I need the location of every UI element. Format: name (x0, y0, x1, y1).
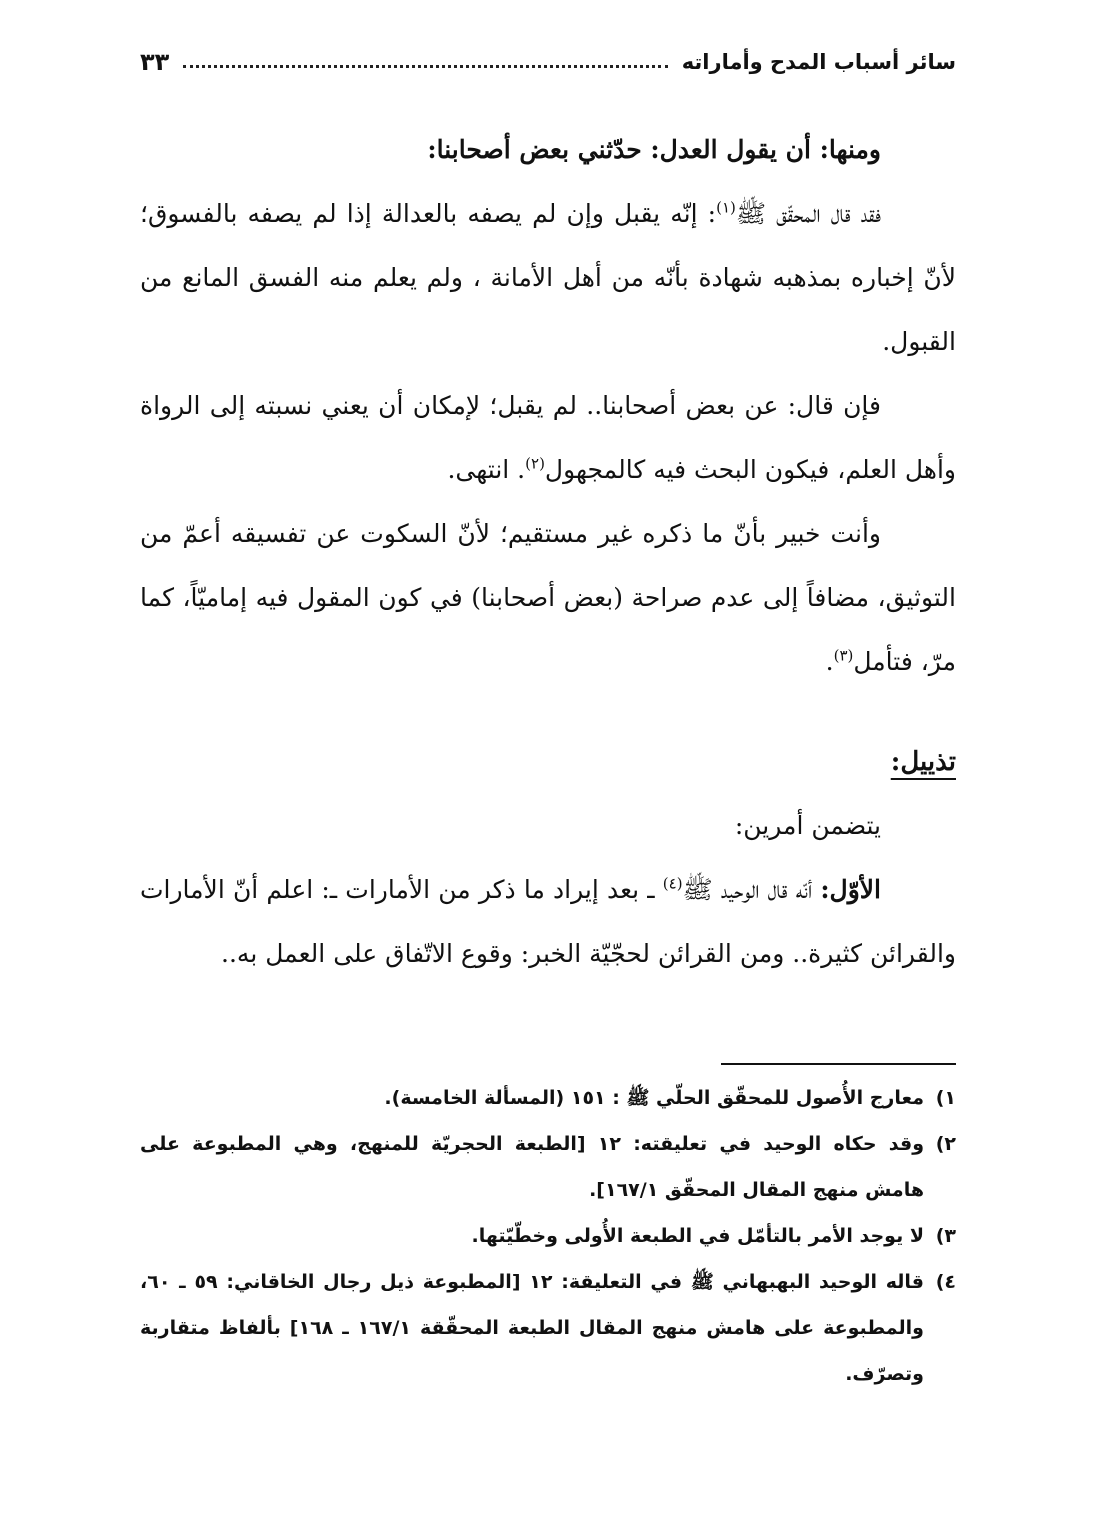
paragraph-3-part-b: . انتهى. (447, 455, 526, 484)
paragraph-4-part-a: وأنت خبير بأنّ ما ذكره غير مستقيم؛ لأنّ السكوت عن تفسيقه أعمّ من التوثيق، مضافاً إلى عدم صراحة (بعض أصحابنا) في كون المقول فيه إماميّاً، كما مرّ، فتأمل (140, 519, 956, 676)
footnote-text: وقد حكاه الوحيد في تعليقته: ١٢ [الطبعة الحجريّة للمنهج، وهي المطبوعة على هامش منهج المقال المحقّق ١٦٧/١]. (140, 1133, 925, 1201)
footnote-number: ٣) (935, 1225, 956, 1247)
footnote-ref-3: (٣) (833, 646, 854, 665)
dotted-leader (183, 57, 667, 68)
footnote-text: معارج الأُصول للمحقّق الحلّي ﷺ : ١٥١ (المسألة الخامسة). (384, 1087, 924, 1109)
footnotes (140, 1063, 956, 1397)
footnote-item (140, 1259, 956, 1397)
paragraph-3-part-a: فإن قال: عن بعض أصحابنا.. لم يقبل؛ لإمكان أن يعني نسبته إلى الرواة وأهل العلم، فيكون البحث فيه كالمجهول (140, 391, 956, 484)
paragraph-4-part-b: . (825, 647, 834, 676)
footnote-item (140, 1213, 956, 1259)
footnote-text: لا يوجد الأمر بالتأمّل في الطبعة الأُولى وخطّيّتها. (471, 1225, 924, 1247)
paragraph-6 (140, 858, 956, 986)
section-heading-text: تذييل: (890, 747, 956, 777)
paragraph-6-part-b: ـ بعد إيراد ما ذكر من الأمارات ـ: اعلم أنّ الأمارات والقرائن كثيرة.. ومن القرائن لحجّيّة الخبر: وقوع الاتّفاق على العمل به.. (140, 875, 956, 968)
main-text (140, 118, 956, 986)
paragraph-2 (140, 182, 956, 374)
paragraph-2-part-b: : إنّه يقبل وإن لم يصفه بالعدالة إذا لم يصفه بالفسوق؛ لأنّ إخباره بمذهبه شهادة بأنّه من أهل الأمانة ، ولم يعلم منه الفسق المانع من القبول. (140, 199, 956, 356)
footnote-ref-4: (٤) (662, 874, 683, 893)
footnote-ref-1: (١) (716, 198, 736, 217)
paragraph-5: يتضمن أمرين: (734, 811, 881, 840)
footnote-text: قاله الوحيد البهبهاني ﷺ في التعليقة: ١٢ [المطبوعة ذيل رجال الخاقاني: ٥٩ ـ ٦٠، والمطبوعة على هامش منهج المقال الطبعة المحقّقة ١٦٧/١ ـ ١٦٨] بألفاظ متقاربة وتصرّف. (140, 1271, 924, 1385)
footnote-number: ٤) (935, 1271, 956, 1293)
page-number: ٣٣ (140, 48, 170, 76)
paragraph-3 (140, 374, 956, 502)
paragraph-6-lead: الأوّل: (820, 875, 881, 904)
paragraph-6-part-a: أنّه قال الوحيد ﷺ (682, 875, 821, 904)
footnote-item (140, 1121, 956, 1213)
paragraph-2-part-a: فقد قال المحقّق ﷺ (735, 199, 882, 228)
running-title: سائر أسباب المدح وأماراته (681, 50, 956, 74)
footnote-divider (721, 1063, 956, 1065)
footnote-number: ١) (935, 1087, 956, 1109)
paragraph-4 (140, 502, 956, 694)
footnote-number: ٢) (935, 1133, 956, 1155)
section-heading (140, 730, 956, 794)
page-header (140, 40, 956, 84)
footnote-ref-2: (٢) (525, 454, 545, 473)
paragraph-1: ومنها: أن يقول العدل: حدّثني بعض أصحابنا: (427, 135, 881, 164)
footnote-item (140, 1075, 956, 1121)
